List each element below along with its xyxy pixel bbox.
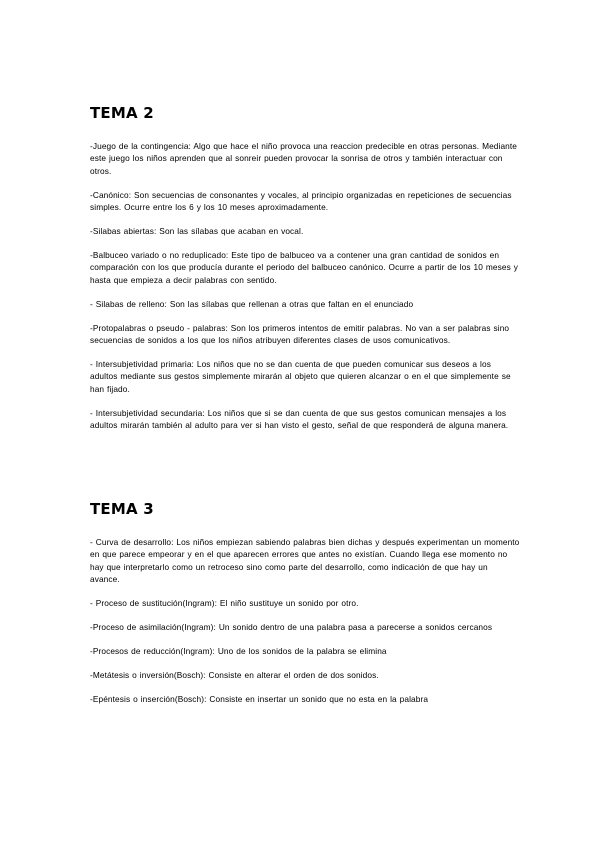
definition-procesos-reduccion: -Procesos de reducción(Ingram): Uno de los sonidos de la palabra se elimina (90, 645, 387, 656)
definition-curva-desarrollo: - Curva de desarrollo: Los niños empiezan sabiendo palabras bien dichas y después experimentan un momento en que parece empeorar y en el que aparecen errores que antes no existían. Cuando llega ese momento no hay que interpretarlo como un retroceso sino como parte del desarrollo, como indicación de que hay un avance. (90, 537, 520, 585)
definition-proceso-asimilacion: -Proceso de asimilación(Ingram): Un sonido dentro de una palabra pasa a parecerse a sonidos cercanos (90, 622, 493, 633)
definition-protopalabras: -Protopalabras o pseudo - palabras: Son los primeros intentos de emitir palabras. No van a ser palabras sino secuencias de sonidos a los que los niños atribuyen diferentes clases de usos comunicativos. (90, 322, 510, 345)
definition-juego-contingencia: -Juego de la contingencia: Algo que hace el niño provoca una reaccion predecible en otras personas. Mediante este juego los niños aprenden que al sonreir pueden provocar la sonrisa de otros y también interactuar con otros. (90, 141, 518, 176)
definition-balbuceo-variado: -Balbuceo variado o no reduplicado: Este tipo de balbuceo va a contener una gran cantidad de sonidos en comparación con los que producía durante el periodo del balbuceo canónico. Ocurre a partir de los 10 meses y hasta que empieza a decir palabras con sentido. (90, 249, 518, 285)
definition-silabas-abiertas: -Silabas abiertas: Son las sílabas que acaban en vocal. (90, 226, 304, 237)
section-heading: TEMA 2 (90, 104, 154, 122)
definition-silabas-relleno: - Silabas de relleno: Son las sílabas que rellenan a otras que faltan en el enunciado (90, 298, 414, 309)
section-tema-3 (90, 500, 520, 717)
definition-proceso-sustitucion: - Proceso de sustitución(Ingram): El niño sustituye un sonido por otro. (90, 598, 359, 609)
definition-intersubjetividad-primaria: - Intersubjetividad primaria: Los niños que no se dan cuenta de que pueden comunicar sus deseos a los adultos mediante sus gestos simplemente mirarán al objeto que quieren alcanzar o en el que simplemente se han fijado. (90, 358, 511, 394)
definition-canonico: -Canónico: Son secuencias de consonantes y vocales, al principio organizadas en repeticiones de secuencias simples. Ocurre entre los 6 y los 10 meses aproximadamente. (90, 189, 512, 213)
definition-metatesis: -Metátesis o inversión(Bosch): Consiste en alterar el orden de dos sonidos. (90, 669, 379, 680)
section-tema-2 (90, 104, 520, 443)
section-heading: TEMA 3 (90, 500, 154, 518)
definition-epentesis: -Epéntesis o inserción(Bosch): Consiste en insertar un sonido que no esta en la palabra (90, 693, 429, 704)
definition-intersubjetividad-secundaria: - Intersubjetividad secundaria: Los niños que si se dan cuenta de que sus gestos comunican mensajes a los adultos mirarán también al adulto para ver si han visto el gesto, señal de que responderá de alguna manera. (90, 407, 509, 430)
